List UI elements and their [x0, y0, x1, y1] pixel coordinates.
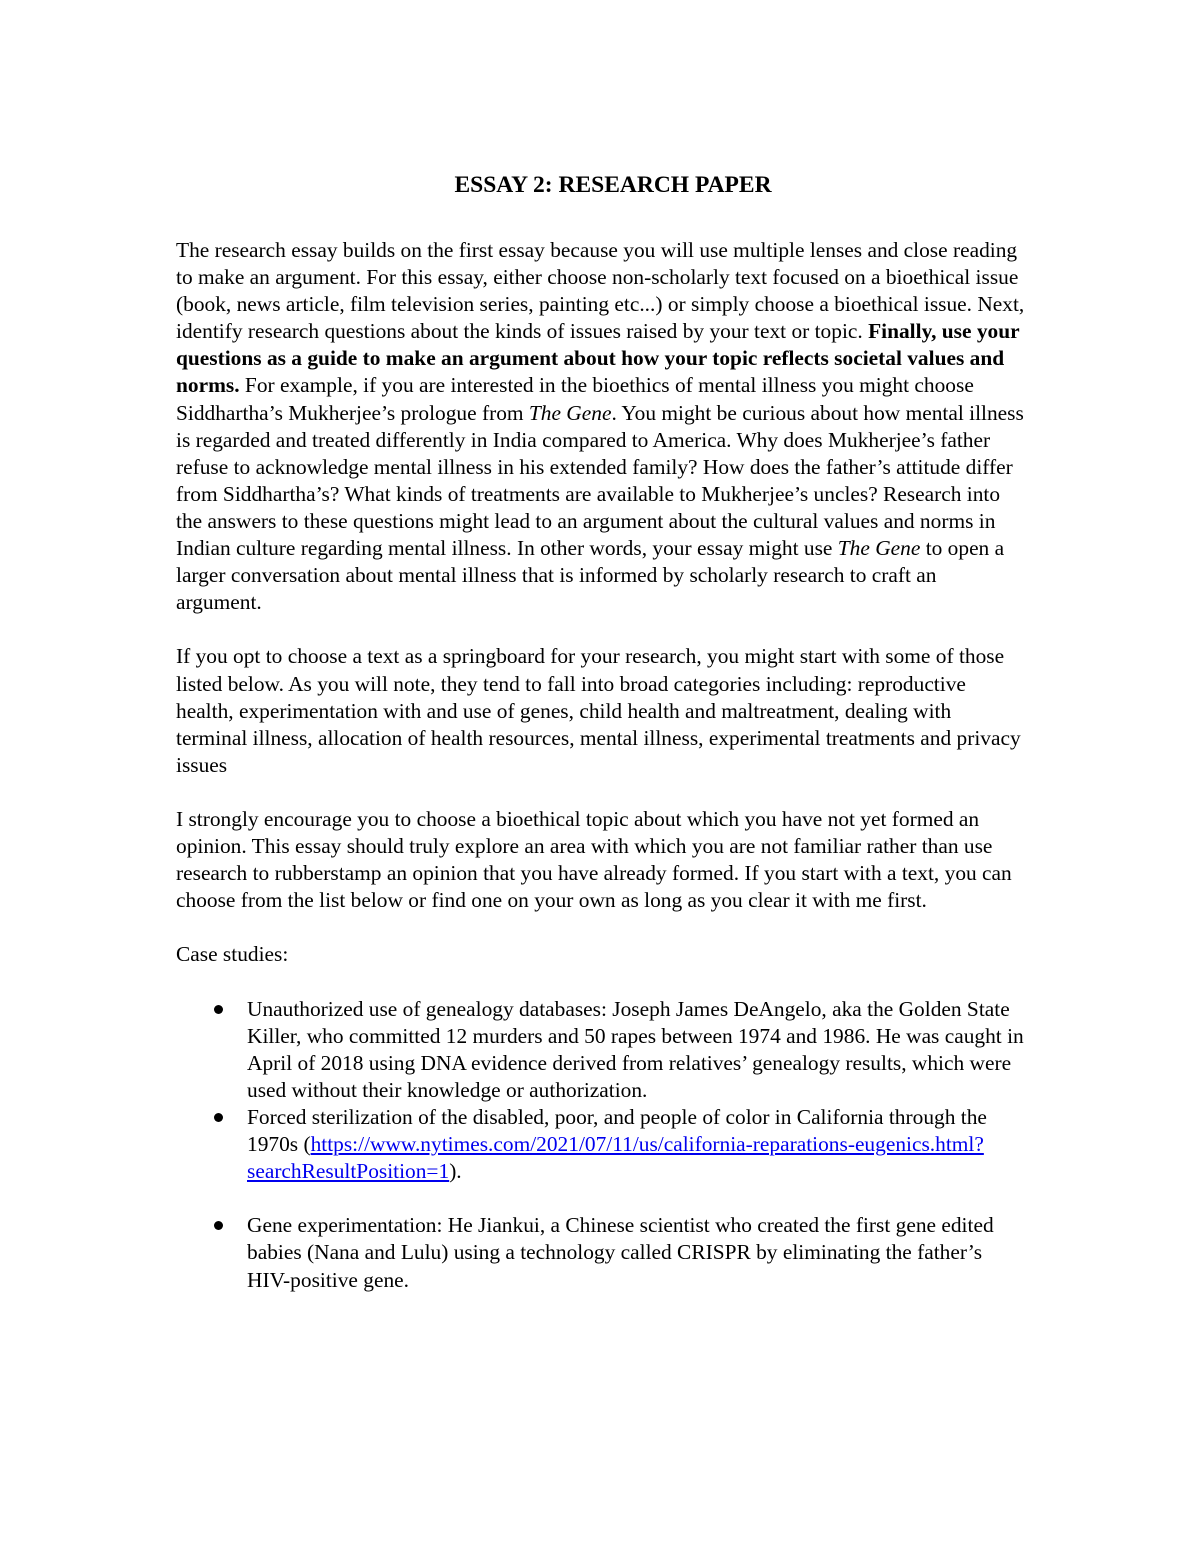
- document-page: [176, 170, 1026, 1294]
- intro-text-4: to open a larger conversation about mental illness that is informed by scholarly research to craft an argument.: [176, 536, 1005, 615]
- case-text-after: ).: [449, 1159, 462, 1184]
- case-studies-list: [176, 996, 1026, 1294]
- intro-text-3: . You might be curious about how mental illness is regarded and treated differently in India compared to America. Why does Mukherjee’s father refuse to acknowledge mental illness in his extended family? How does the father’s attitude differ from Siddhartha’s? What kinds of treatments are available to Mukherjee’s uncles? Research into the answers to these questions might lead to an argument about the cultural values and norms in Indian culture regarding mental illness. In other words, your essay might use: [176, 400, 1024, 561]
- intro-text-1: The research essay builds on the first essay because you will use multiple lenses and close reading to make an argument. For this essay, either choose non-scholarly text focused on a bioethical issue (book, news article, film television series, painting etc...) or simply choose a bioethical issue. Next, identify research questions about the kinds of issues raised by your text or topic.: [176, 238, 1025, 344]
- bullet-icon: [214, 1005, 223, 1014]
- encourage-paragraph: I strongly encourage you to choose a bioethical topic about which you have not yet formed an opinion. This essay should truly explore an area with which you are not familiar rather than use research to rubberstamp an opinion that you have already formed. If you start with a text, you can choose from the list below or find one on your own as long as you clear it with me first.: [176, 806, 1012, 913]
- intro-text-2: For example, if you are interested in the bioethics of mental illness you might choose Siddhartha’s Mukherjee’s prologue from: [176, 373, 974, 425]
- page-title: ESSAY 2: RESEARCH PAPER: [454, 172, 772, 198]
- intro-bold-statement: Finally, use your questions as a guide to make an argument about how your topic reflects societal values and norms.: [176, 319, 1020, 398]
- list-item: [176, 1104, 1026, 1185]
- book-title-the-gene-2: The Gene: [837, 536, 921, 561]
- nytimes-link[interactable]: https://www.nytimes.com/2021/07/11/us/california-reparations-eugenics.html?searchResultPosition=1: [247, 1132, 984, 1184]
- case-studies-heading: Case studies:: [176, 942, 289, 967]
- case-text: Unauthorized use of genealogy databases: Joseph James DeAngelo, aka the Golden State Killer, who committed 12 murders and 50 rapes between 1974 and 1986. He was caught in April of 2018 using DNA evidence derived from relatives’ genealogy results, which were used without their knowledge or authorization.: [247, 996, 1024, 1102]
- springboard-paragraph: If you opt to choose a text as a springboard for your research, you might start with some of those listed below. As you will note, they tend to fall into broad categories including: reproductive health, experimentation with and use of genes, child health and maltreatment, dealing with terminal illness, allocation of health resources, mental illness, experimental treatments and privacy issues: [176, 644, 1021, 777]
- list-item: [176, 996, 1026, 1104]
- book-title-the-gene: The Gene: [528, 400, 612, 425]
- intro-paragraph: [176, 237, 1026, 616]
- bullet-icon: [214, 1113, 223, 1122]
- case-text: Gene experimentation: He Jiankui, a Chinese scientist who created the first gene edited babies (Nana and Lulu) using a technology called CRISPR by eliminating the father’s HIV-positive gene.: [247, 1213, 994, 1292]
- case-text: Forced sterilization of the disabled, poor, and people of color in California through the 1970s (: [247, 1105, 987, 1157]
- bullet-icon: [214, 1221, 223, 1230]
- list-item: [176, 1212, 1026, 1293]
